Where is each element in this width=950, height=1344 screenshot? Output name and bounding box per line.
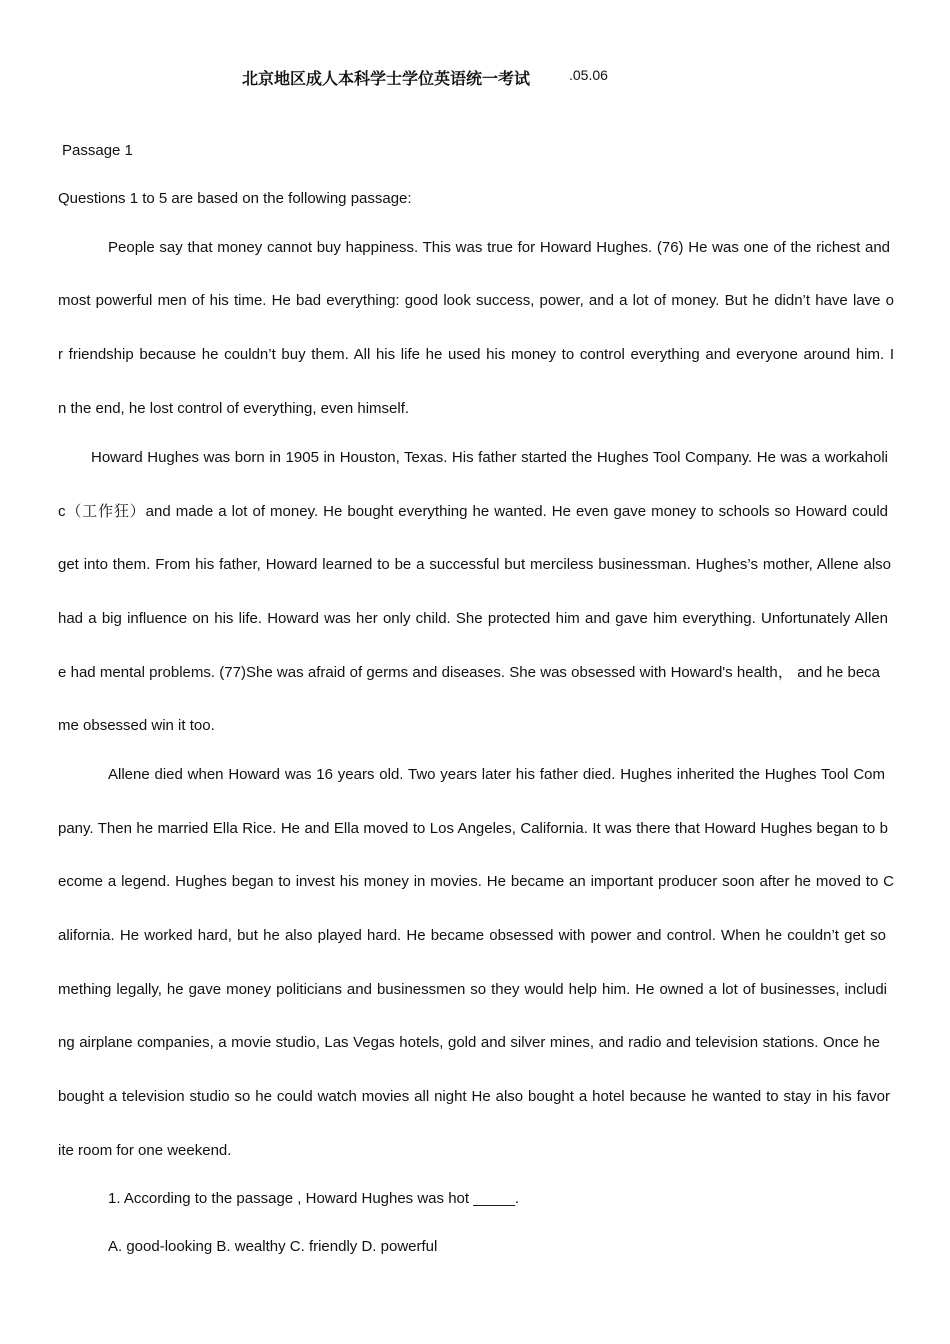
passage-line: get into them. From his father, Howard learned to be a successful but merciless businessman. Hughes’s mother, Allene also bbox=[58, 556, 891, 573]
passage-line: Howard Hughes was born in 1905 in Houston, Texas. His father started the Hughes Tool Company. He was a workaholi bbox=[91, 449, 888, 466]
passage-line: c（工作狂）and made a lot of money. He bought everything he wanted. He even gave money to schools so Howard could bbox=[58, 503, 888, 520]
passage-line: alifornia. He worked hard, but he also played hard. He became obsessed with power and control. When he couldn’t get so bbox=[58, 927, 886, 944]
passage-line: bought a television studio so he could watch movies all night He also bought a hotel because he wanted to stay in his favor bbox=[58, 1088, 890, 1105]
exam-date: .05.06 bbox=[569, 67, 608, 83]
passage-line: mething legally, he gave money politicians and businessmen so they would help him. He owned a lot of businesses, includi bbox=[58, 981, 887, 998]
passage-line: me obsessed win it too. bbox=[58, 717, 215, 734]
passage-line: r friendship because he couldn’t buy them. All his life he used his money to control everything and everyone around him. I bbox=[58, 346, 894, 363]
passage-line: had a big influence on his life. Howard was her only child. She protected him and gave him everything. Unfortunately Allen bbox=[58, 610, 888, 627]
passage-line: n the end, he lost control of everything, even himself. bbox=[58, 400, 410, 417]
passage-line: e had mental problems. (77)She was afraid of germs and diseases. She was obsessed with Howard's health， and he beca bbox=[58, 664, 880, 681]
passage-line: ecome a legend. Hughes began to invest his money in movies. He became an important producer soon after he moved to C bbox=[58, 873, 894, 890]
passage-line: Allene died when Howard was 16 years old. Two years later his father died. Hughes inherited the Hughes Tool Com bbox=[108, 766, 885, 783]
passage-line: most powerful men of his time. He bad everything: good look success, power, and a lot of money. But he didn’t have lave o bbox=[58, 292, 894, 309]
question-stem: 1. According to the passage , Howard Hughes was hot _____. bbox=[108, 1190, 520, 1207]
header bbox=[0, 66, 950, 86]
passage-instructions: Questions 1 to 5 are based on the following passage: bbox=[58, 190, 412, 207]
question-options: A. good-looking B. wealthy C. friendly D. powerful bbox=[108, 1238, 438, 1255]
passage-label: Passage 1 bbox=[62, 142, 133, 159]
passage-line: ng airplane companies, a movie studio, Las Vegas hotels, gold and silver mines, and radio and television stations. Once he bbox=[58, 1034, 880, 1051]
page-title: 北京地区成人本科学士学位英语统一考试 bbox=[242, 71, 531, 88]
passage-line: People say that money cannot buy happiness. This was true for Howard Hughes. (76) He was one of the richest and bbox=[108, 239, 890, 256]
passage-line: ite room for one weekend. bbox=[58, 1142, 232, 1159]
passage-line: pany. Then he married Ella Rice. He and Ella moved to Los Angeles, California. It was there that Howard Hughes began to b bbox=[58, 820, 888, 837]
